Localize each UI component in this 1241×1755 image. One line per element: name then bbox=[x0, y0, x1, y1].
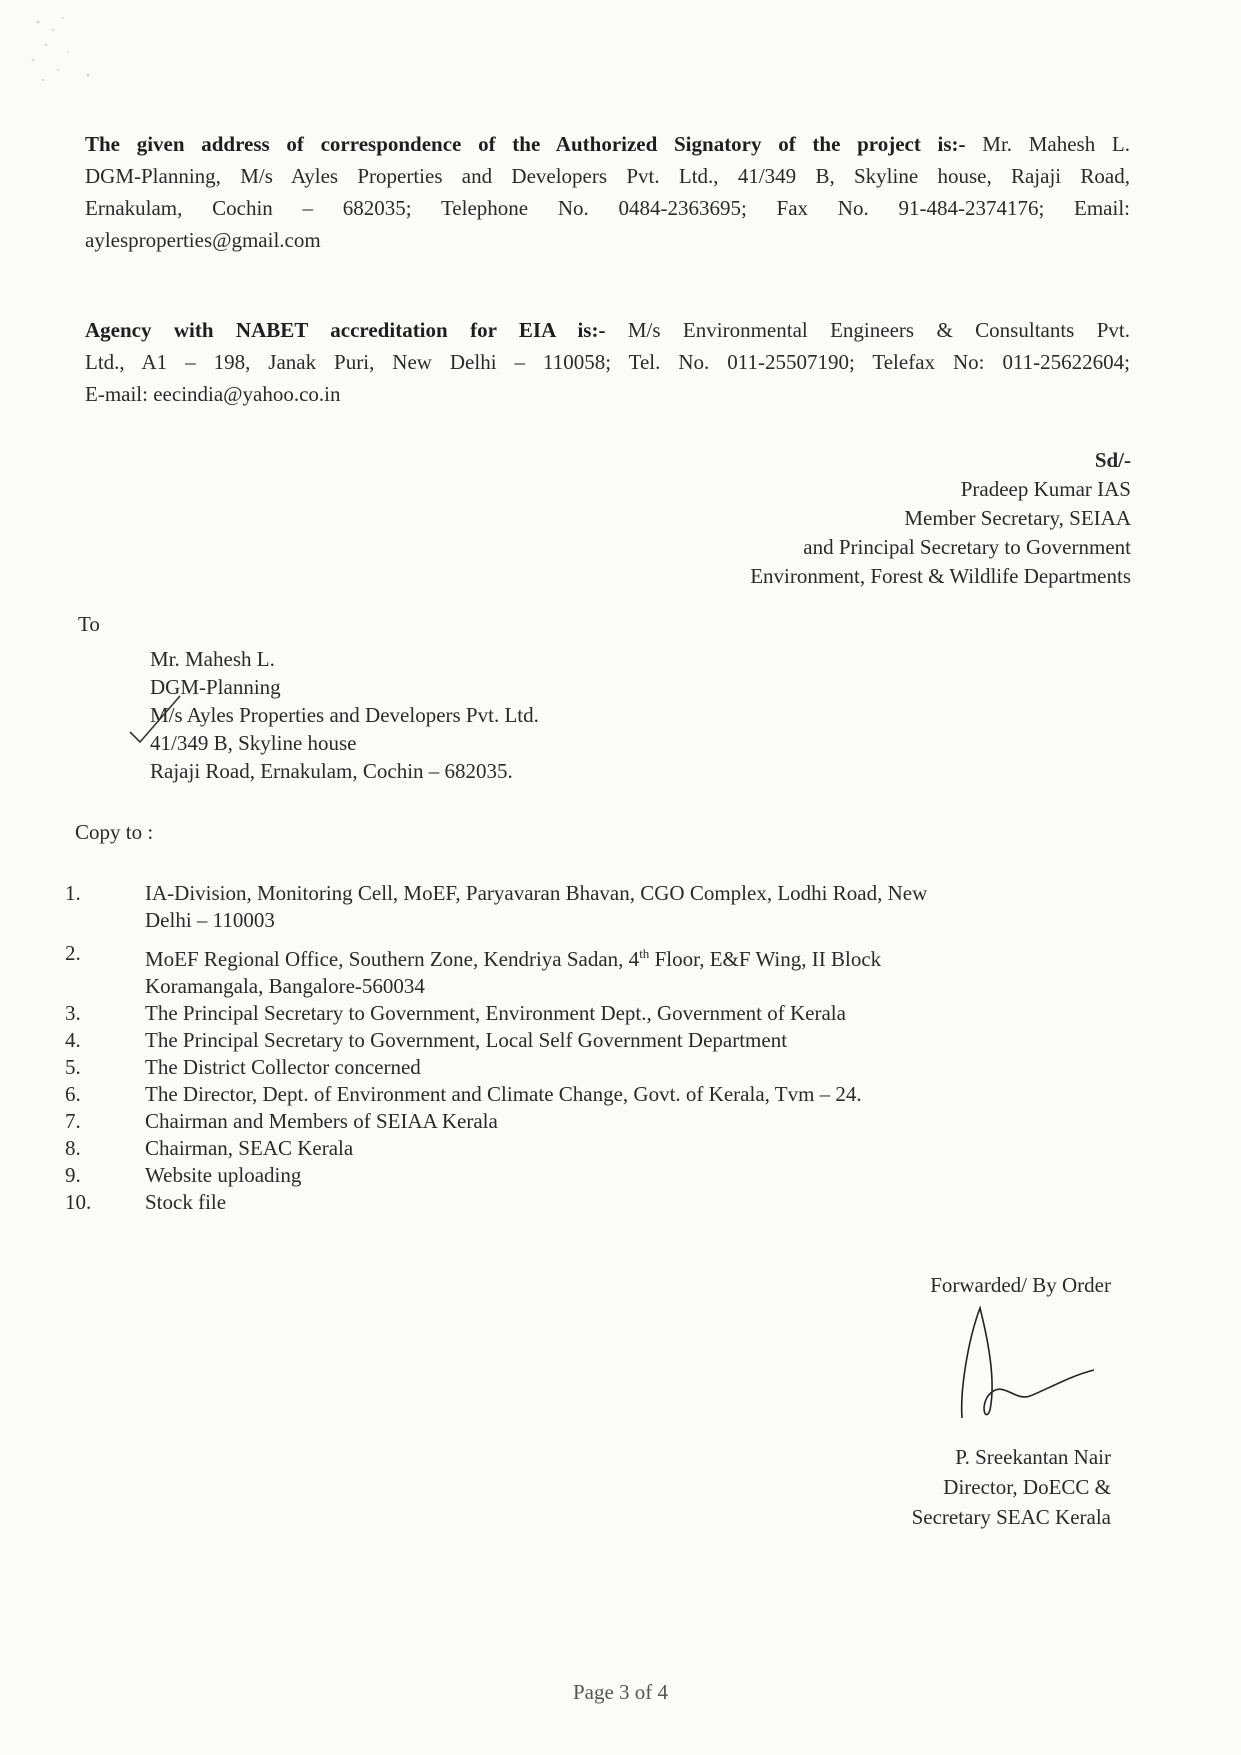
list-number: 2. bbox=[65, 941, 81, 965]
nabet-line-3: E-mail: eecindia@yahoo.co.in bbox=[85, 382, 341, 406]
list-text: Chairman and Members of SEIAA Kerala bbox=[145, 1109, 498, 1133]
page-number: Page 3 of 4 bbox=[572, 1680, 669, 1704]
list-text bbox=[145, 940, 1065, 973]
forwarded-name: P. Sreekantan Nair bbox=[955, 1445, 1111, 1469]
list-item bbox=[65, 1054, 1065, 1081]
recipient-line-5: Rajaji Road, Ernakulam, Cochin – 682035. bbox=[150, 759, 513, 783]
list-text: IA-Division, Monitoring Cell, MoEF, Paryavaran Bhavan, CGO Complex, Lodhi Road, New bbox=[145, 881, 928, 905]
recipient-line-3: M/s Ayles Properties and Developers Pvt. Ltd. bbox=[150, 703, 539, 727]
copy-to-label: Copy to : bbox=[75, 820, 154, 844]
list-text: Chairman, SEAC Kerala bbox=[145, 1136, 354, 1160]
correspondence-line-3: Ernakulam, Cochin – 682035; Telephone No. 0484-2363695; Fax No. 91-484-2374176; Email: bbox=[85, 196, 1130, 220]
list-item bbox=[65, 1108, 1065, 1135]
list-item bbox=[65, 1189, 1065, 1216]
list-item bbox=[65, 940, 1065, 1000]
list-text: The Director, Dept. of Environment and Climate Change, Govt. of Kerala, Tvm – 24. bbox=[145, 1082, 862, 1106]
list-text: Website uploading bbox=[145, 1163, 302, 1187]
list-item bbox=[65, 880, 1065, 934]
recipient-line-2: DGM-Planning bbox=[150, 675, 281, 699]
list-number: 1. bbox=[65, 881, 81, 905]
recipient-line-1: Mr. Mahesh L. bbox=[150, 647, 275, 671]
list-number: 8. bbox=[65, 1136, 81, 1160]
signatory-title-1: Member Secretary, SEIAA bbox=[904, 506, 1131, 530]
sd-mark: Sd/- bbox=[1094, 448, 1131, 472]
nabet-line-2: Ltd., A1 – 198, Janak Puri, New Delhi – 110058; Tel. No. 011-25507190; Telefax No: 011-25622604; bbox=[85, 350, 1130, 374]
list-number: 9. bbox=[65, 1163, 81, 1187]
scan-noise-mark bbox=[18, 10, 108, 110]
nabet-line-1: M/s Environmental Engineers & Consultants Pvt. bbox=[627, 318, 1130, 342]
superscript: th bbox=[639, 946, 650, 961]
list-number: 4. bbox=[65, 1028, 81, 1052]
list-number: 6. bbox=[65, 1082, 81, 1106]
list-text: The District Collector concerned bbox=[145, 1055, 421, 1079]
nabet-agency-paragraph bbox=[85, 314, 1130, 410]
recipient-line-4: 41/349 B, Skyline house bbox=[150, 731, 357, 755]
list-text-cont: Delhi – 110003 bbox=[145, 908, 275, 932]
list-number: 5. bbox=[65, 1055, 81, 1079]
list-text: Stock file bbox=[145, 1190, 227, 1214]
correspondence-heading: The given address of correspondence of the Authorized Signatory of the project is:- bbox=[85, 132, 966, 156]
correspondence-paragraph bbox=[85, 128, 1130, 256]
list-item bbox=[65, 1135, 1065, 1162]
list-text-cont: Koramangala, Bangalore-560034 bbox=[145, 974, 425, 998]
list-item bbox=[65, 1000, 1065, 1027]
list-text: The Principal Secretary to Government, Local Self Government Department bbox=[145, 1028, 788, 1052]
to-label: To bbox=[78, 612, 100, 636]
correspondence-line-4: aylesproperties@gmail.com bbox=[85, 228, 321, 252]
recipient-address bbox=[150, 645, 539, 785]
list-number: 3. bbox=[65, 1001, 81, 1025]
list-text: The Principal Secretary to Government, Environment Dept., Government of Kerala bbox=[145, 1001, 846, 1025]
forwarded-title-1: Director, DoECC & bbox=[943, 1475, 1111, 1499]
list-item bbox=[65, 1162, 1065, 1189]
signatory-block bbox=[750, 446, 1131, 591]
list-item bbox=[65, 1081, 1065, 1108]
list-number: 7. bbox=[65, 1109, 81, 1133]
nabet-heading: Agency with NABET accreditation for EIA is:- bbox=[85, 318, 606, 342]
signatory-name: Pradeep Kumar IAS bbox=[960, 477, 1131, 501]
handwritten-signature bbox=[950, 1300, 1100, 1430]
correspondence-line-2: DGM-Planning, M/s Ayles Properties and Developers Pvt. Ltd., 41/349 B, Skyline house, Rajaji Road, bbox=[85, 164, 1130, 188]
list-item bbox=[65, 1027, 1065, 1054]
signatory-title-3: Environment, Forest & Wildlife Departments bbox=[750, 564, 1131, 588]
signatory-title-2: and Principal Secretary to Government bbox=[803, 535, 1131, 559]
correspondence-line-1: Mr. Mahesh L. bbox=[982, 132, 1130, 156]
list-number: 10. bbox=[65, 1190, 92, 1214]
forwarded-title-2: Secretary SEAC Kerala bbox=[911, 1505, 1111, 1529]
list-text-part: MoEF Regional Office, Southern Zone, Kendriya Sadan, 4 bbox=[145, 947, 640, 971]
list-text-part: Floor, E&F Wing, II Block bbox=[649, 947, 882, 971]
copy-to-list bbox=[65, 880, 1065, 1216]
forwarded-label: Forwarded/ By Order bbox=[930, 1273, 1111, 1297]
tick-mark-icon bbox=[128, 690, 188, 750]
